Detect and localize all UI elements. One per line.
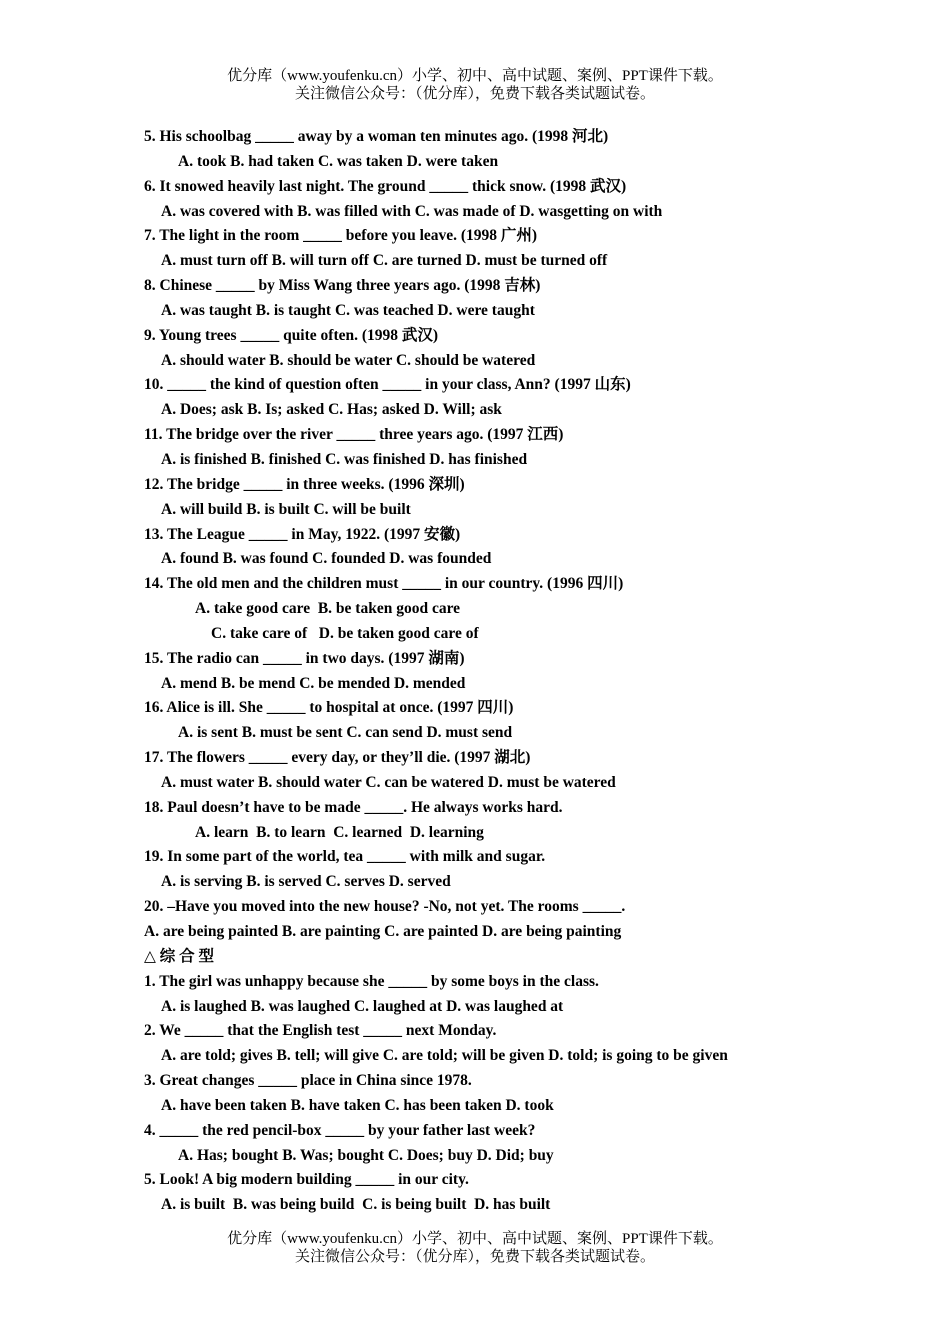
question-line: 12. The bridge _____ in three weeks. (1996 深圳): [144, 475, 465, 493]
question-line: 11. The bridge over the river _____ three years ago. (1997 江西): [144, 426, 564, 444]
answer-options-line: A. Does; ask B. Is; asked C. Has; asked D. Will; ask: [161, 401, 502, 419]
answer-options-line: A. is finished B. finished C. was finished D. has finished: [161, 450, 528, 468]
answer-options-line: A. found B. was found C. founded D. was founded: [161, 550, 492, 568]
question-line: 16. Alice is ill. She _____ to hospital at once. (1997 四川): [144, 699, 514, 717]
answer-options-line: A. learn B. to learn C. learned D. learning: [195, 823, 484, 841]
question-line: 17. The flowers _____ every day, or they’ll die. (1997 湖北): [144, 749, 531, 767]
question-line: 5. Look! A big modern building _____ in our city.: [144, 1171, 469, 1189]
question-line: 15. The radio can _____ in two days. (1997 湖南): [144, 649, 465, 667]
answer-options-line: A. is laughed B. was laughed C. laughed at D. was laughed at: [161, 997, 564, 1015]
answer-options-line: A. are being painted B. are painting C. are painted D. are being painting: [144, 923, 622, 940]
answer-options-line: A. took B. had taken C. was taken D. were taken: [178, 152, 499, 170]
answer-options-line: A. must water B. should water C. can be watered D. must be watered: [161, 773, 616, 791]
exercise-content: [144, 125, 904, 1218]
question-line: 18. Paul doesn’t have to be made _____. He always works hard.: [144, 798, 563, 816]
question-line: 14. The old men and the children must _____ in our country. (1996 四川): [144, 575, 624, 593]
answer-options-line: A. is sent B. must be sent C. can send D. must send: [178, 724, 513, 742]
answer-options-line: A. is serving B. is served C. serves D. served: [161, 873, 451, 891]
answer-options-line: A. must turn off B. will turn off C. are turned D. must be turned off: [161, 252, 608, 270]
question-line: 13. The League _____ in May, 1922. (1997 安徽): [144, 525, 461, 543]
question-line: 2. We _____ that the English test _____ next Monday.: [144, 1022, 497, 1040]
page-header: [0, 67, 950, 103]
footer-line-2: 关注微信公众号：（优分库），免费下载各类试题试卷。: [294, 1249, 655, 1265]
answer-options-line: A. should water B. should be water C. should be watered: [161, 351, 536, 369]
section-heading: △ 综 合 型: [144, 947, 215, 965]
answer-options-line: A. take good care B. be taken good care: [195, 600, 461, 618]
question-line: 7. The light in the room _____ before you leave. (1998 广州): [144, 227, 538, 245]
question-line: 6. It snowed heavily last night. The ground _____ thick snow. (1998 武汉): [144, 177, 627, 195]
question-line: 20. –Have you moved into the new house? -No, not yet. The rooms _____.: [144, 898, 626, 916]
answer-options-line: A. is built B. was being build C. is being built D. has built: [161, 1196, 551, 1214]
answer-options-line: A. are told; gives B. tell; will give C. are told; will be given D. told; is going to be given: [161, 1047, 728, 1065]
answer-options-line: A. have been taken B. have taken C. has been taken D. took: [161, 1096, 554, 1114]
question-line: 10. _____ the kind of question often _____ in your class, Ann? (1997 山东): [144, 376, 631, 394]
answer-options-line: A. was taught B. is taught C. was teached D. were taught: [161, 301, 535, 319]
header-line-1: 优分库（www.youfenku.cn）小学、初中、高中试题、案例、PPT课件下载。: [227, 68, 723, 84]
footer-line-1: 优分库（www.youfenku.cn）小学、初中、高中试题、案例、PPT课件下载。: [227, 1231, 723, 1247]
answer-options-line: A. will build B. is built C. will be built: [161, 500, 411, 518]
answer-options-line: A. was covered with B. was filled with C. was made of D. wasgetting on with: [161, 202, 663, 220]
question-line: 8. Chinese _____ by Miss Wang three years ago. (1998 吉林): [144, 277, 541, 295]
header-line-2: 关注微信公众号：（优分库），免费下载各类试题试卷。: [294, 86, 655, 102]
answer-options-line: A. mend B. be mend C. be mended D. mended: [161, 674, 466, 692]
question-line: 5. His schoolbag _____ away by a woman ten minutes ago. (1998 河北): [144, 128, 609, 145]
question-line: 3. Great changes _____ place in China since 1978.: [144, 1072, 472, 1090]
question-line: 1. The girl was unhappy because she _____ by some boys in the class.: [144, 972, 599, 990]
question-line: 19. In some part of the world, tea _____ with milk and sugar.: [144, 848, 546, 866]
answer-options-line: A. Has; bought B. Was; bought C. Does; buy D. Did; buy: [178, 1146, 554, 1164]
question-line: 4. _____ the red pencil-box _____ by your father last week?: [144, 1121, 536, 1139]
question-line: 9. Young trees _____ quite often. (1998 武汉): [144, 326, 439, 344]
answer-options-line: C. take care of D. be taken good care of: [211, 624, 479, 642]
page-footer: [0, 1230, 950, 1266]
